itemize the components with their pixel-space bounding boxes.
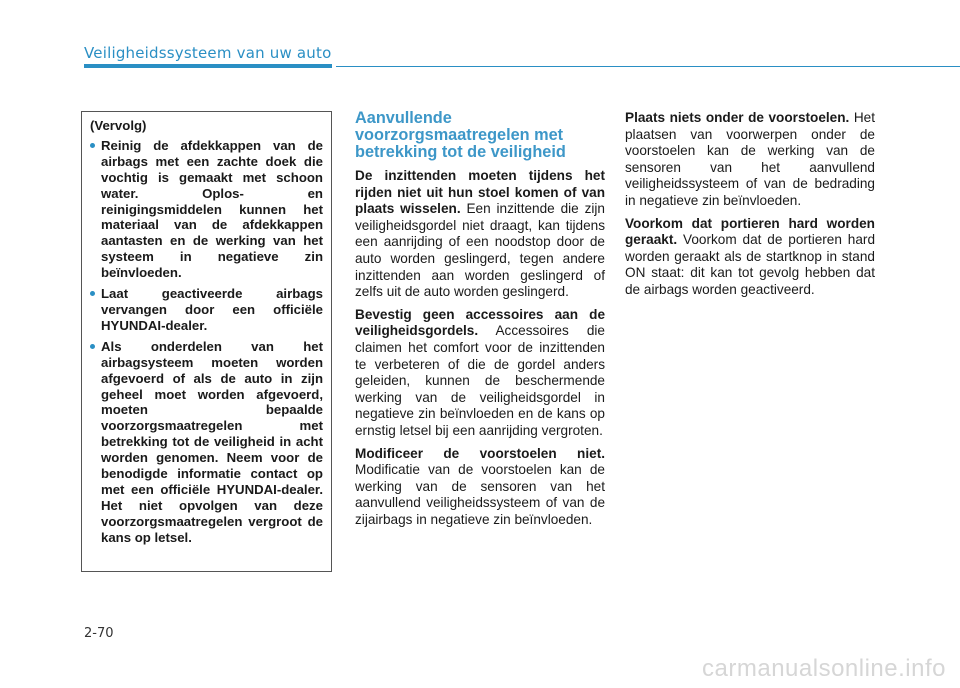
caution-bullet: Laat geactiveerde airbags vervangen door een officiële HYUNDAI-dealer. <box>90 286 323 334</box>
middle-column <box>355 110 605 534</box>
paragraph-body: Accessoires die claimen het comfort voor de inzittenden te verbeteren of die de gordel anders geleiden, kunnen de beschermende werking van de veiligheidsgordel in negatieve zin beïnvloeden en de kans op ernstig letsel bij een aanrijding vergroten. <box>355 323 605 438</box>
paragraph-lead: Bevestig geen accessoires aan de veiligheidsgordels. <box>355 306 605 339</box>
page-number: 2-70 <box>84 626 114 641</box>
paragraph-lead: Voorkom dat portieren hard worden geraakt. <box>625 215 875 248</box>
header-rule-thick <box>84 64 332 68</box>
paragraph <box>625 216 875 299</box>
right-column <box>625 110 875 305</box>
section-heading: Aanvullende voorzorgsmaatregelen met betrekking tot de veiligheid <box>355 109 566 161</box>
paragraph <box>355 168 605 301</box>
paragraph-body: Het plaatsen van voorwerpen onder de voorstoelen kan de werking van de sensoren van het aanvullend veiligheidssysteem of van de bedrading in negatieve zin beïnvloeden. <box>625 110 875 208</box>
paragraph-body: Een inzittende die zijn veiligheidsgordel niet draagt, kan tijdens een aanrijding of een noodstop door de auto worden geslingerd, tegen andere inzittenden aan worden geslingerd of zelfs uit de auto worden geslingerd. <box>355 201 605 300</box>
paragraph-lead: Modificeer de voorstoelen niet. <box>355 445 605 461</box>
paragraph <box>355 307 605 440</box>
watermark: carmanualsonline.info <box>702 655 946 682</box>
paragraph <box>625 110 875 210</box>
section-title: Veiligheidssysteem van uw auto <box>84 44 332 62</box>
paragraph-lead: De inzittenden moeten tijdens het rijden niet uit hun stoel komen of van plaats wisselen. <box>355 168 605 217</box>
caution-bullet: Als onderdelen van het airbagsysteem moeten worden afgevoerd of als de auto in zijn geheel moet worden afgevoerd, moeten bepaalde voorzorgsmaatregelen met betrekking tot de veiligheid in acht worden genomen. Neem voor de benodigde informatie contact op met een officiële HYUNDAI-dealer. Het niet opvolgen van deze voorzorgsmaatregelen vergroot de kans op letsel. <box>90 339 323 546</box>
header-rule-thin <box>336 66 960 67</box>
paragraph-body: Voorkom dat de portieren hard worden geraakt als de startknop in stand ON staat: dit kan tot gevolg hebben dat de airbags worden geactiveerd. <box>625 232 875 297</box>
continued-label: (Vervolg) <box>90 118 147 133</box>
paragraph-body: Modificatie van de voorstoelen kan de werking van de sensoren van het aanvullend veiligheidssysteem of van de zijairbags in negatieve zin beïnvloeden. <box>355 462 605 527</box>
paragraph <box>355 446 605 529</box>
caution-bullet: Reinig de afdekkappen van de airbags met een zachte doek die vochtig is gemaakt met schoon water. Oplos- en reinigingsmiddelen kunnen het materiaal van de afdekkappen aantasten en de werking van het systeem in negatieve zin beïnvloeden. <box>90 138 323 281</box>
caution-list <box>90 138 323 546</box>
paragraph-lead: Plaats niets onder de voorstoelen. <box>625 110 850 125</box>
caution-box <box>81 111 332 572</box>
